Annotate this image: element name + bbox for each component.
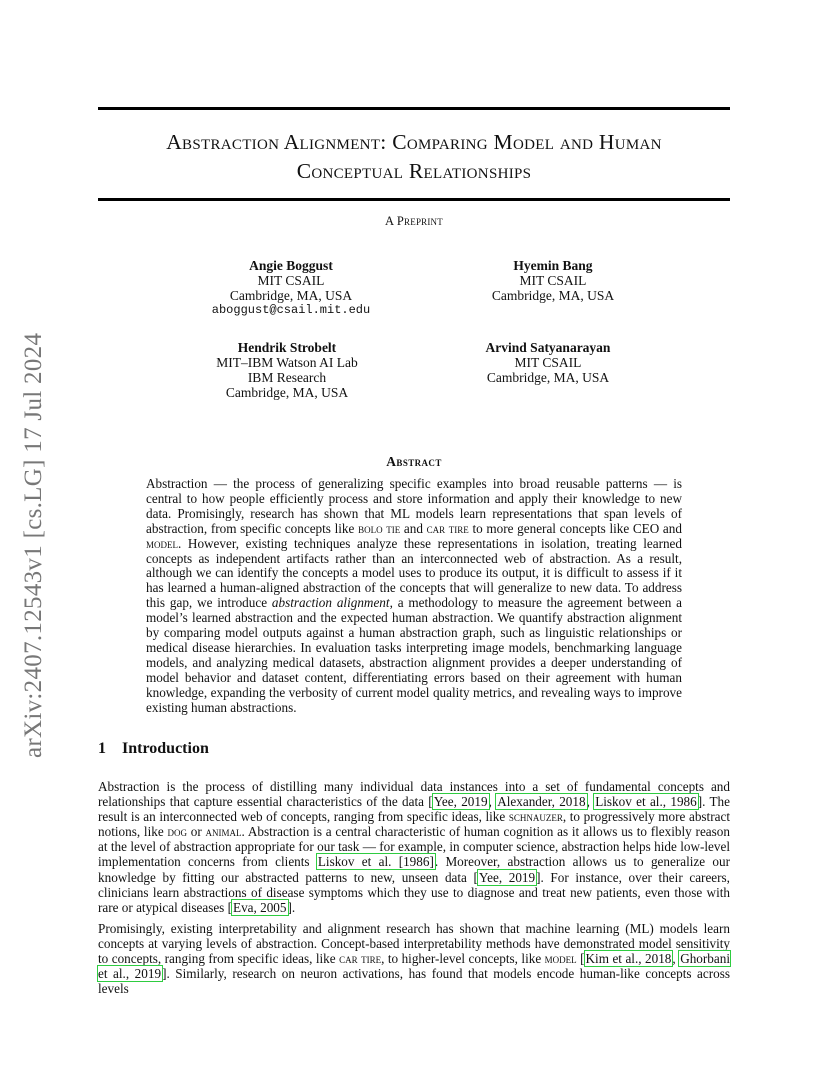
text-span: . Moreover, abstraction allows us to generalize our knowledge by fitting our abstracted patterns to new, unseen data [ — [98, 854, 730, 885]
author-affiliation: MIT–IBM Watson AI Lab — [216, 355, 358, 370]
text-span: ]. — [287, 899, 296, 915]
top-rule — [98, 107, 730, 110]
citation-link[interactable]: Kim et al., 2018 — [585, 951, 672, 967]
abstract-span: to more general concepts like — [468, 520, 633, 536]
paragraph — [98, 921, 730, 996]
concept-term: car tire — [339, 951, 382, 967]
title-line-2: Conceptual Relationships — [296, 159, 532, 183]
author-affiliation: MIT CSAIL — [257, 273, 325, 288]
author-location: Cambridge, MA, USA — [229, 288, 353, 303]
text-span: , — [586, 794, 595, 810]
author-location: Cambridge, MA, USA — [225, 385, 349, 400]
text-span: Abstraction is the process of distilling many individual data instances into a set of fundamental concepts and relationships that capture essential characteristics of the data [ — [98, 779, 730, 810]
author-affiliation: MIT CSAIL — [519, 273, 587, 288]
arxiv-identifier: arXiv:2407.12543v1 [cs.LG] 17 Jul 2024 — [20, 332, 47, 758]
text-span: ]. The result is an interconnected web of concepts, ranging from specific ideas, like — [98, 794, 731, 825]
author-location: Cambridge, MA, USA — [486, 370, 610, 385]
author-affiliation: MIT CSAIL — [514, 355, 582, 370]
author-email[interactable]: aboggust@csail.mit.edu — [211, 303, 371, 317]
author-block — [460, 258, 646, 303]
abstract-span: and — [659, 520, 682, 536]
concept-term: car tire — [426, 520, 469, 536]
text-span: , to progressively more abstract notions, like — [98, 809, 730, 840]
author-name: Hendrik Strobelt — [237, 340, 337, 355]
citation-link[interactable]: Yee, 2019 — [478, 869, 536, 885]
title-line-1: Abstraction Alignment: Comparing Model and Human — [166, 130, 662, 154]
concept-term: CEO — [632, 520, 660, 536]
text-span: Promisingly, existing interpretability and alignment research has shown that machine learning (ML) models learn concepts at varying levels of abstraction. Concept-based interpretability methods have demonstrated model sensitivity to concepts, ranging from specific ideas, like — [98, 920, 730, 967]
section-heading — [98, 740, 209, 758]
abstract-heading: Abstract — [386, 454, 442, 469]
bottom-rule — [98, 198, 730, 201]
concept-term: dog — [167, 824, 187, 840]
citation-link[interactable]: Alexander, 2018 — [497, 794, 586, 810]
concept-term: model — [146, 535, 178, 551]
text-span: [ — [576, 951, 585, 967]
author-block — [194, 340, 380, 400]
citation-link[interactable]: Eva, 2005 — [233, 899, 287, 915]
abstract-text — [146, 477, 682, 716]
text-span: or — [186, 824, 206, 840]
text-span: , — [488, 794, 497, 810]
concept-term: schnauzer — [508, 809, 563, 825]
author-name: Angie Boggust — [249, 258, 333, 273]
author-block — [455, 340, 641, 385]
body-text — [98, 779, 730, 1002]
citation-link[interactable]: Yee, 2019 — [433, 794, 488, 810]
paper-title — [98, 128, 730, 186]
citation-link[interactable]: Ghorbani et al., 2019 — [98, 951, 730, 982]
citation-link[interactable]: Liskov et al. [1986] — [317, 854, 434, 870]
paragraph — [98, 779, 730, 915]
author-location: Cambridge, MA, USA — [491, 288, 615, 303]
author-affiliation: IBM Research — [247, 370, 327, 385]
concept-term: model — [544, 951, 577, 967]
author-name: Arvind Satyanarayan — [485, 340, 611, 355]
author-name: Hyemin Bang — [513, 258, 593, 273]
abstract-span: Abstraction — the process of generalizing specific examples into broad reusable patterns — is central to how people efficiently process and store information and apply their knowledge to new data. Promisingly, research has shown that ML models learn representations that span levels of abstraction, from specific concepts like — [146, 476, 682, 536]
text-span: , — [672, 951, 680, 967]
abstract-span: . However, existing techniques analyze these representations in isolation, treating learned concepts as independent artifacts rather than an interconnected web of abstraction. As a result, although we can identify the concepts a model uses to produce its output, it is difficult to assess if it has learned a human-aligned abstraction of the concepts that will generalize to new data. To address this gap, we introduce — [146, 535, 682, 611]
preprint-label: A Preprint — [385, 214, 443, 228]
text-span: . Abstraction is a central characteristic of human cognition as it allows us to flexibly reason at the level of abstraction appropriate for our task — for example, in computer science, abstraction helps hide low-level implementation concerns from clients — [98, 824, 730, 870]
text-span: ]. Similarly, research on neuron activations, has found that models encode human-like concepts across levels — [98, 966, 730, 997]
concept-term: bolo tie — [358, 520, 401, 536]
text-span: , to higher-level concepts, like — [381, 951, 545, 967]
citation-link[interactable]: Liskov et al., 1986 — [595, 794, 697, 810]
abstract-span: , a methodology to measure the agreement between a model’s learned abstraction and the expected human abstraction. We quantify abstraction alignment by comparing model outputs against a human abstraction graph, such as linguistic relationships or medical disease hierarchies. In evaluation tasks interpreting image models, benchmarking language models, and analyzing medical datasets, abstraction alignment provides a deeper understanding of model behavior and dataset content, differentiating errors based on their agreement with human knowledge, expanding the verbosity of current model quality metrics, and revealing ways to improve existing human abstractions. — [146, 595, 682, 715]
emphasis-term: abstraction alignment — [271, 595, 390, 611]
section-number: 1 — [98, 740, 106, 757]
author-block — [198, 258, 384, 318]
abstract-span: and — [400, 520, 427, 536]
concept-term: animal — [205, 824, 242, 840]
text-span: ]. For instance, over their careers, clinicians learn abstractions of disease symptoms which they use to diagnose and treat new patients, even those with rare or atypical diseases [ — [98, 869, 730, 915]
section-title: Introduction — [122, 740, 209, 757]
